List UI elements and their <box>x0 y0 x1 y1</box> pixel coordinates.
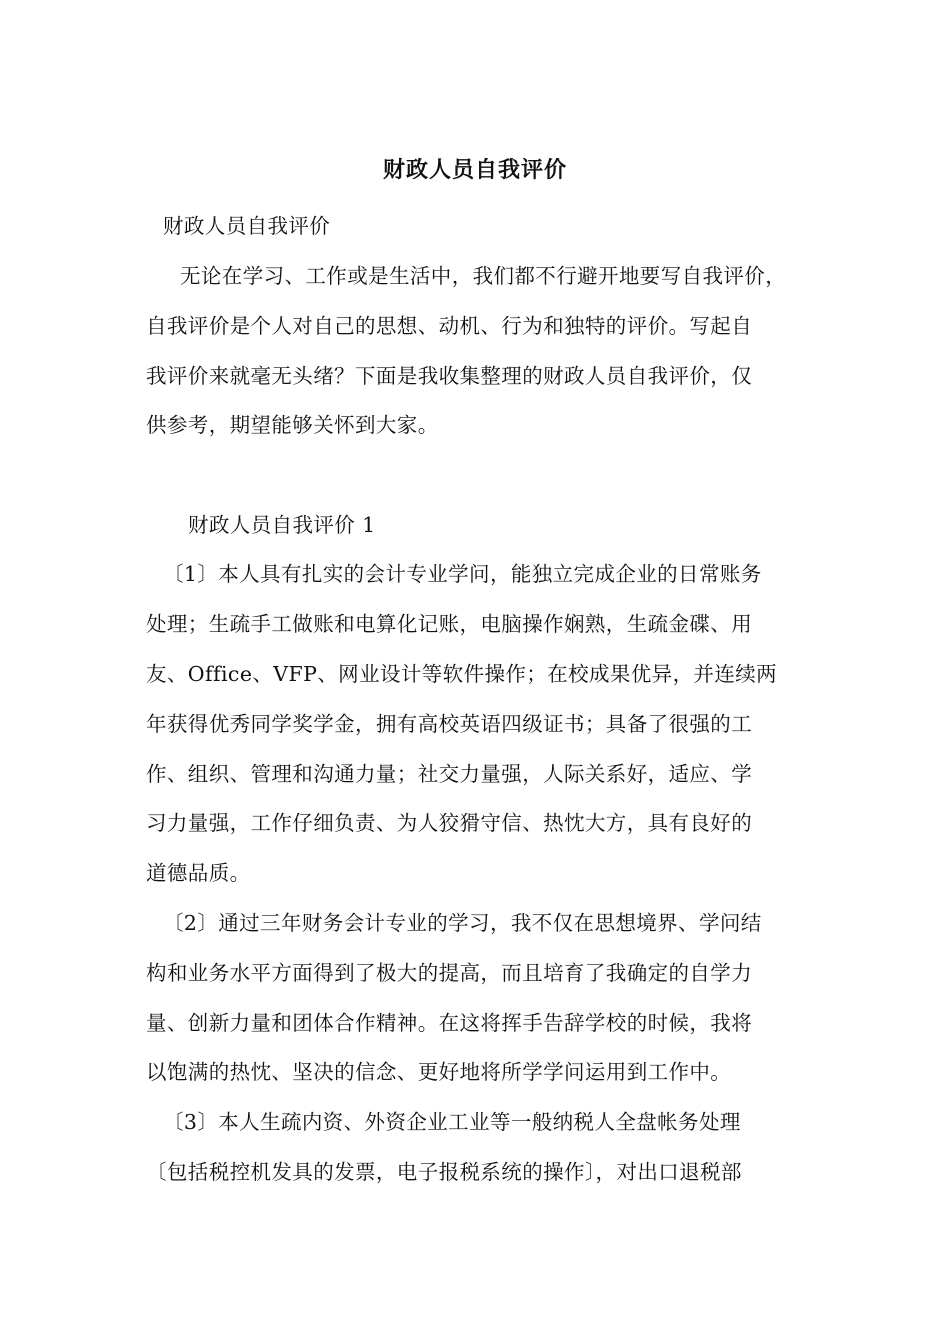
point-1-line-5: 作、组织、管理和沟通力量；社交力量强，人际关系好，适应、学 <box>146 762 753 786</box>
document-title: 财政人员自我评价 <box>382 157 567 183</box>
point-1-line-7: 道德品质。 <box>146 861 251 885</box>
intro-line-1: 无论在学习、工作或是生活中，我们都不行避开地要写自我评价， <box>180 264 787 288</box>
point-2-line-4: 以饱满的热忱、坚决的信念、更好地将所学学问运用到工作中。 <box>146 1060 732 1084</box>
point-3-line-1: 〔3〕本人生疏内资、外资企业工业等一般纳税人全盘帐务处理 <box>163 1110 741 1134</box>
section-heading: 财政人员自我评价 1 <box>188 513 376 537</box>
intro-line-3: 我评价来就毫无头绪？下面是我收集整理的财政人员自我评价，仅 <box>146 364 753 388</box>
document-subtitle: 财政人员自我评价 <box>163 214 331 238</box>
point-2-line-1: 〔2〕通过三年财务会计专业的学习，我不仅在思想境界、学问结 <box>163 911 762 935</box>
point-3-line-2: 〔包括税控机发具的发票，电子报税系统的操作〕，对出口退税部 <box>146 1160 742 1184</box>
intro-line-4: 供参考，期望能够关怀到大家。 <box>146 413 439 437</box>
point-2-line-2: 构和业务水平方面得到了极大的提高，而且培育了我确定的自学力 <box>146 961 753 985</box>
point-1-line-6: 习力量强，工作仔细负责、为人狡猾守信、热忱大方，具有良好的 <box>146 811 753 835</box>
point-1-line-1: 〔1〕本人具有扎实的会计专业学问，能独立完成企业的日常账务 <box>163 562 762 586</box>
intro-line-2: 自我评价是个人对自己的思想、动机、行为和独特的评价。写起自 <box>146 314 753 338</box>
point-1-line-4: 年获得优秀同学奖学金，拥有高校英语四级证书；具备了很强的工 <box>146 712 753 736</box>
point-1-line-3: 友、Office、VFP、网业设计等软件操作；在校成果优异，并连续两 <box>146 662 778 686</box>
point-2-line-3: 量、创新力量和团体合作精神。在这将挥手告辞学校的时候，我将 <box>146 1011 753 1035</box>
point-1-line-2: 处理；生疏手工做账和电算化记账，电脑操作娴熟，生疏金碟、用 <box>146 612 753 636</box>
